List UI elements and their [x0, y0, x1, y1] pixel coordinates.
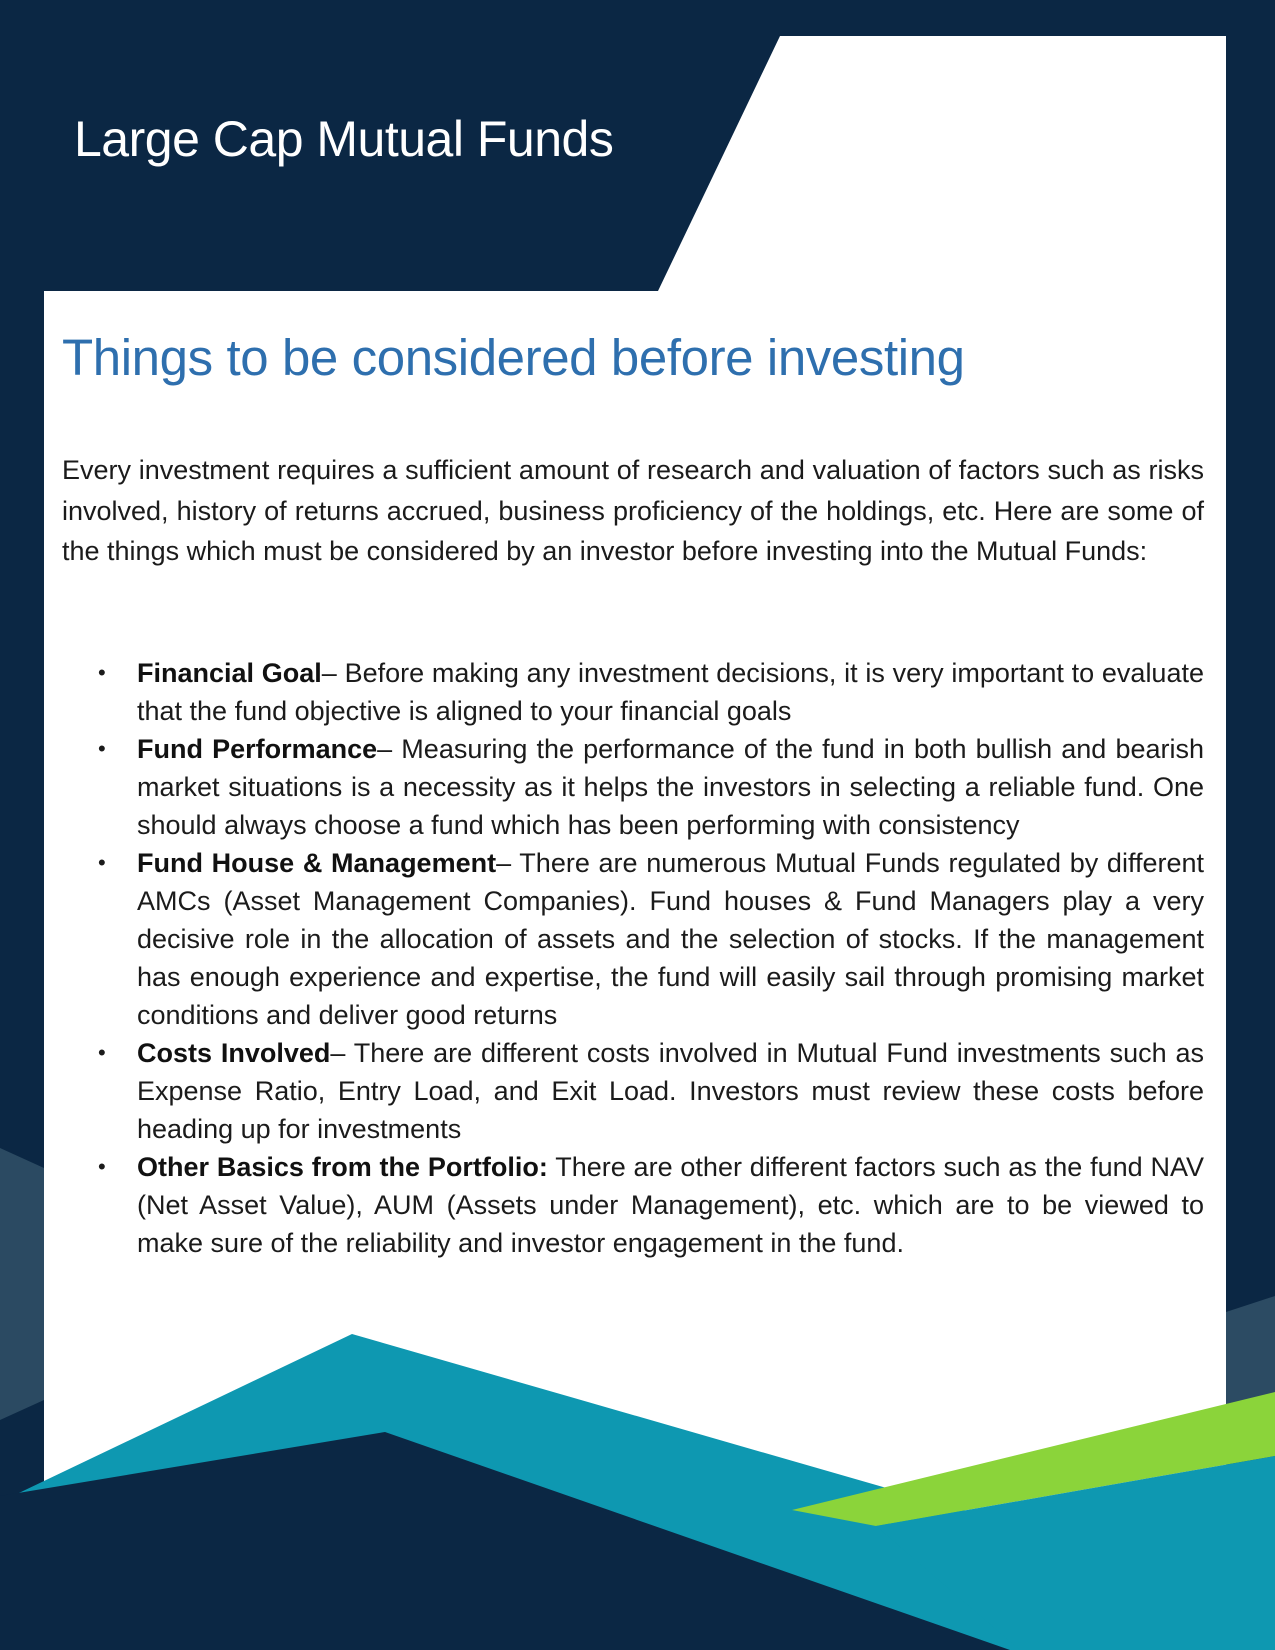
- bullet-text: – Measuring the performance of the fund in both bullish and bearish market situations is a necessity as it helps the investors in selecting a reliable fund. One should always choose a fund which has been performing with consistency: [137, 734, 1205, 840]
- bullet-term: Fund Performance: [137, 734, 378, 764]
- considerations-list: [62, 654, 1204, 1262]
- bullet-term: Fund House & Management: [137, 848, 497, 878]
- bullet-dot: •: [98, 1154, 106, 1179]
- section-heading: Things to be considered before investing: [62, 329, 965, 386]
- bullet-term: Financial Goal: [137, 658, 322, 688]
- list-item-fund-house-management: [62, 844, 1204, 1034]
- bullet-term: Other Basics from the Portfolio:: [137, 1152, 548, 1182]
- bullet-dot: •: [98, 1040, 106, 1065]
- list-item-financial-goal: [62, 654, 1204, 730]
- list-item-costs-involved: [62, 1034, 1204, 1148]
- list-item-other-basics: [62, 1148, 1204, 1262]
- document-title: Large Cap Mutual Funds: [74, 111, 614, 167]
- bullet-text: – Before making any investment decisions, it is very important to evaluate that the fund objective is aligned to your financial goals: [137, 658, 1204, 726]
- list-item-fund-performance: [62, 730, 1204, 844]
- bullet-term: Costs Involved: [137, 1038, 331, 1068]
- bullet-dot: •: [98, 736, 106, 761]
- bullet-dot: •: [98, 660, 106, 685]
- bullet-dot: •: [98, 850, 106, 875]
- intro-paragraph: Every investment requires a sufficient amount of research and valuation of factors such as risks involved, history of returns accrued, business proficiency of the holdings, etc. Here are some of the things which must be considered by an investor before investing into the Mutual Funds:: [62, 455, 1204, 566]
- bullet-text: There are other different factors such as the fund NAV (Net Asset Value), AUM (Assets under Management), etc. which are to be viewed to make sure of the reliability and investor engagement in the fund.: [137, 1152, 1204, 1258]
- bullet-text: – There are different costs involved in Mutual Fund investments such as Expense Ratio, Entry Load, and Exit Load. Investors must review these costs before heading up for investments: [137, 1038, 1205, 1144]
- bullet-text: – There are numerous Mutual Funds regulated by different AMCs (Asset Management Companies). Fund houses & Fund Managers play a very decisive role in the allocation of assets and the selection of stocks. If the management has enough experience and expertise, the fund will easily sail through promising market conditions and deliver good returns: [137, 848, 1204, 1030]
